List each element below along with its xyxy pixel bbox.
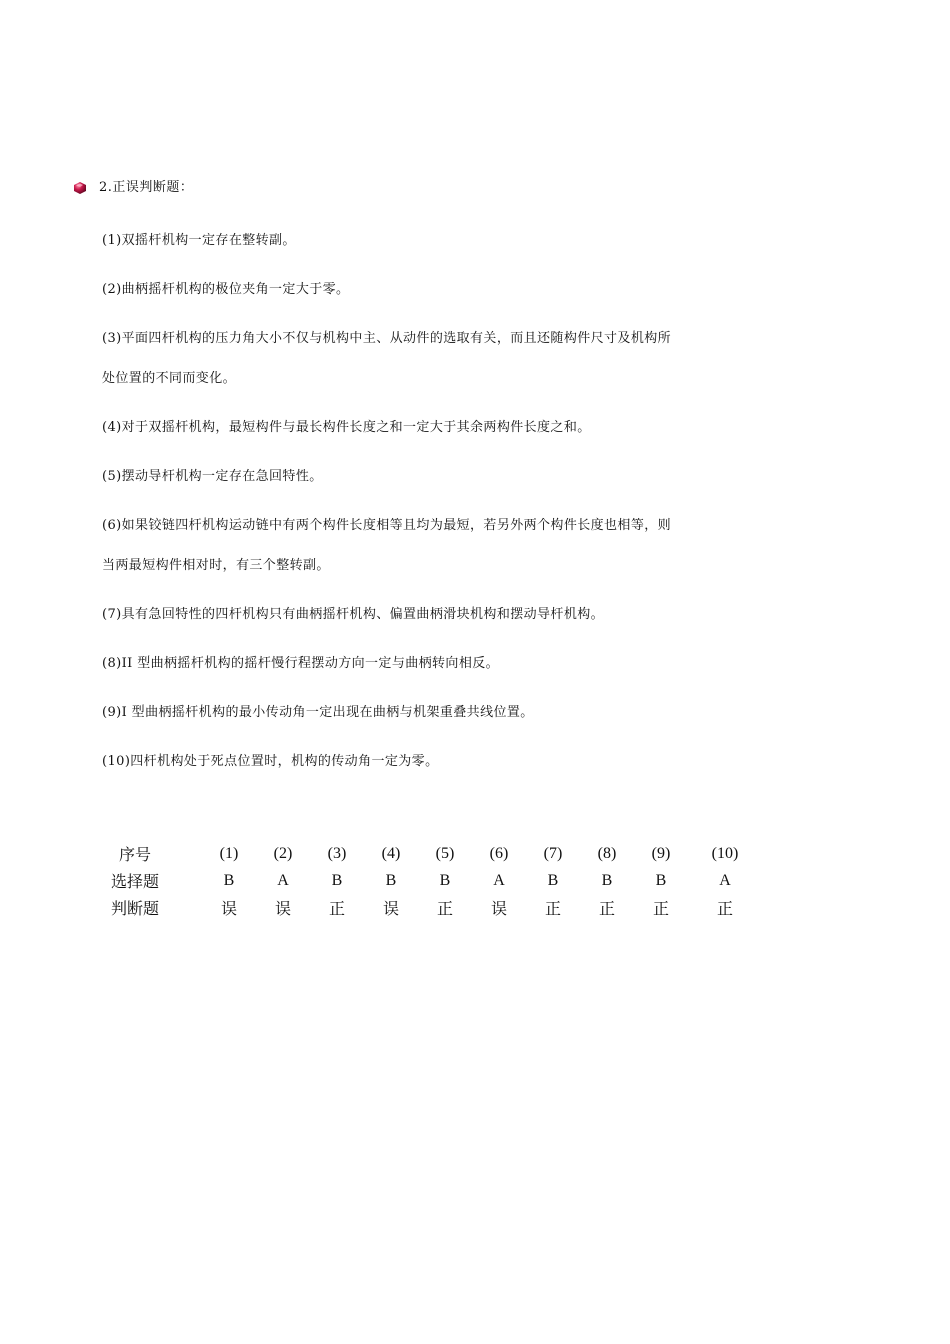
choice-answer: B (331, 871, 343, 889)
choice-answer-row (92, 867, 762, 894)
answer-table (92, 840, 762, 921)
column-number: (1) (219, 844, 239, 862)
choice-answer: A (493, 871, 505, 889)
judge-answer: 误 (382, 901, 399, 918)
section-title: 2.正误判断题： (99, 180, 194, 195)
column-number: (7) (543, 844, 563, 862)
row-label: 判断题 (110, 901, 159, 918)
question-item: (3)平面四杆机构的压力角大小不仅与机构中主、从动件的选取有关，而且还随构件尺寸及机构所 处位置的不同而变化。 (102, 331, 672, 386)
judge-answer: 正 (544, 901, 561, 918)
judge-answer: 误 (220, 901, 237, 918)
judge-answer-row (92, 894, 762, 921)
column-number: (9) (651, 844, 671, 862)
question-item: (5)摆动导杆机构一定存在急回特性。 (102, 469, 323, 484)
section-heading (72, 178, 193, 198)
answer-header-row (92, 840, 762, 867)
choice-answer: A (719, 871, 731, 889)
question-item: (8)II 型曲柄摇杆机构的摇杆慢行程摆动方向一定与曲柄转向相反。 (102, 656, 500, 671)
judge-answer: 误 (490, 901, 507, 918)
choice-answer: B (547, 871, 559, 889)
ruby-bullet-icon (72, 181, 88, 195)
question-item: (9)I 型曲柄摇杆机构的最小传动角一定出现在曲柄与机架重叠共线位置。 (102, 705, 534, 720)
column-number: (6) (489, 844, 509, 862)
choice-answer: B (601, 871, 613, 889)
column-number: (4) (381, 844, 401, 862)
column-number: (3) (327, 844, 347, 862)
choice-answer: B (385, 871, 397, 889)
question-item: (10)四杆机构处于死点位置时，机构的传动角一定为零。 (102, 754, 439, 769)
row-label: 选择题 (110, 874, 159, 891)
question-item: (1)双摇杆机构一定存在整转副。 (102, 233, 296, 248)
question-item: (4)对于双摇杆机构，最短构件与最长构件长度之和一定大于其余两构件长度之和。 (102, 420, 591, 435)
choice-answer: B (655, 871, 667, 889)
judge-answer: 正 (328, 901, 345, 918)
column-number: (2) (273, 844, 293, 862)
choice-answer: A (277, 871, 289, 889)
question-item: (2)曲柄摇杆机构的极位夹角一定大于零。 (102, 282, 350, 297)
row-label: 序号 (118, 847, 151, 864)
column-number: (5) (435, 844, 455, 862)
column-number: (8) (597, 844, 617, 862)
question-list (102, 226, 742, 796)
choice-answer: B (439, 871, 451, 889)
choice-answer: B (223, 871, 235, 889)
judge-answer: 正 (436, 901, 453, 918)
judge-answer: 正 (652, 901, 669, 918)
question-item: (7)具有急回特性的四杆机构只有曲柄摇杆机构、偏置曲柄滑块机构和摆动导杆机构。 (102, 607, 605, 622)
column-number: (10) (711, 844, 739, 862)
judge-answer: 正 (598, 901, 615, 918)
question-item: (6)如果铰链四杆机构运动链中有两个构件长度相等且均为最短，若另外两个构件长度也相等，则 当两最短构件相对时，有三个整转副。 (102, 518, 672, 573)
judge-answer: 正 (716, 901, 733, 918)
judge-answer: 误 (274, 901, 291, 918)
